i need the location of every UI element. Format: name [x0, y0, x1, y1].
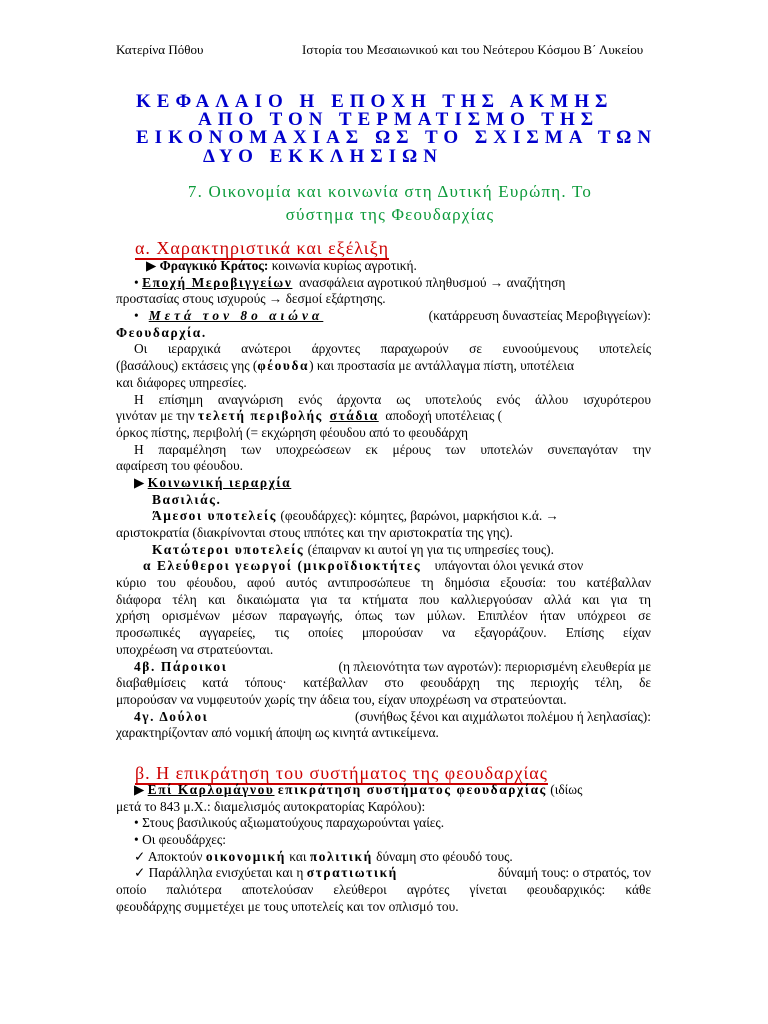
- text: (έπαιρναν κι αυτοί γη για τις υπηρεσίες τους).: [307, 541, 554, 557]
- text-line: διαβαθμίσεις κατά τόπους· κατέβαλλαν στο φεουδάρχη της περιοχής τέλη, δε: [116, 675, 651, 691]
- term: στρατιωτική: [306, 865, 398, 881]
- text: (η πλειονότητα των αγροτών): περιορισμένη ελευθερία με: [338, 658, 651, 674]
- bullet-icon: •: [134, 274, 139, 290]
- section-heading-line-2: σύστημα της Φεουδαρχίας: [285, 205, 495, 224]
- text: (ιδίως: [550, 782, 583, 797]
- term: Βασιλιάς.: [152, 491, 222, 507]
- term: Φεουδαρχία.: [116, 324, 207, 340]
- term: α Ελεύθεροι γεωργοί (μικροϊδιοκτήτες: [143, 558, 422, 574]
- text-line: [116, 849, 651, 866]
- term: Άμεσοι υποτελείς: [152, 508, 278, 524]
- term: 4β. Πάροικοι: [134, 658, 228, 674]
- text-line: [116, 659, 651, 676]
- text-line: χαρακτηρίζονταν από νομική άποψη ως κινητά αντικείμενα.: [116, 725, 439, 741]
- text: γινόταν με την: [116, 408, 195, 424]
- text-line: [116, 308, 651, 325]
- text-line: Οι ιεραρχικά ανώτεροι άρχοντες παραχωρούν σε ευνοούμενους υποτελείς: [134, 341, 651, 357]
- section-a-body: [116, 258, 651, 742]
- text-line: μετά το 843 μ.Χ.: διαμελισμός αυτοκρατορίας Καρόλου):: [116, 798, 426, 814]
- text: (φεουδάρχες): κόμητες, βαρώνοι, μαρκήσιοι κ.ά. →: [280, 508, 559, 524]
- term: οικονομική: [205, 848, 286, 864]
- term: Μετά τον 8ο αιώνα: [148, 308, 324, 324]
- text-line: [116, 815, 651, 832]
- term: τελετή περιβολής: [198, 408, 323, 424]
- text-line: [116, 782, 651, 799]
- text: δύναμή τους: ο στρατός, τον: [497, 865, 651, 881]
- text-line: Η παραμέληση των υποχρεώσεων εκ μέρους των υποτελών συνεπαγόταν την: [134, 441, 651, 457]
- text-line: [116, 475, 651, 492]
- section-heading-line-1: 7. Οικονομία και κοινωνία στη Δυτική Ευρώπη. Το: [187, 182, 593, 201]
- term: φέουδα: [257, 358, 310, 374]
- bullet-icon: •: [134, 832, 139, 848]
- chapter-title-line-3: ΕΙΚΟΝΟΜΑΧΙΑΣ ΩΣ ΤΟ ΣΧΙΣΜΑ ΤΩΝ: [136, 127, 658, 148]
- text-line: [116, 325, 651, 342]
- text-line: υποχρέωση να στρατεύονται.: [116, 641, 274, 657]
- checkmark-icon: ✓: [134, 865, 146, 881]
- text: ) και προστασία με αντάλλαγμα πίστη, υποτέλεια: [309, 358, 574, 374]
- term: Κοινωνική ιεραρχία: [147, 474, 292, 490]
- text-line: Η επίσημη αναγνώριση ενός άρχοντα ως υποτελούς ενός άλλου ισχυρότερου: [134, 391, 651, 407]
- text-line: [116, 492, 651, 509]
- text-line: [116, 865, 651, 882]
- text: Στους βασιλικούς αξιωματούχους παραχωρούνται γαίες.: [142, 815, 445, 831]
- text: Παράλληλα ενισχύεται και η: [148, 865, 304, 881]
- text-line: οποίο παλιότερα αποτελούσαν ελεύθεροι αγρότες γίνεται φεουδαρχικός: κάθε: [116, 882, 651, 898]
- text: (βασάλους) εκτάσεις γης (: [116, 358, 258, 374]
- text: (συνήθως ξένοι και αιχμάλωτοι πολέμου ή λεηλασίας):: [355, 708, 651, 724]
- chapter-title-line-2: ΑΠΟ ΤΟΝ ΤΕΡΜΑΤΙΣΜΟ ΤΗΣ: [198, 109, 600, 130]
- term: πολιτική: [309, 848, 373, 864]
- text-line: κύριο του φέουδου, αφού αυτός αντιπροσώπευε τη δημόσια εξουσία: του κατέβαλλαν: [116, 575, 651, 591]
- text-line: [116, 558, 651, 575]
- text-line: [116, 408, 651, 425]
- chapter-title-line-4: ΔΥΟ ΕΚΚΛΗΣΙΩΝ: [203, 146, 443, 167]
- checkmark-icon: ✓: [134, 848, 146, 864]
- term: στάδια: [329, 408, 379, 424]
- text: αποδοχή υποτέλειας (: [385, 408, 503, 424]
- text-line: φεουδάρχης συμμετέχει με τους υποτελείς και τον οπλισμό του.: [116, 898, 459, 914]
- text-line: [116, 258, 651, 275]
- term: Επί Καρλομάγνου: [147, 782, 275, 797]
- header-author: Κατερίνα Πόθου: [116, 42, 204, 57]
- text: υπάγονται όλοι γενικά στον: [434, 558, 584, 574]
- text-line: [116, 542, 651, 559]
- term: Εποχή Μεροβιγγείων: [142, 274, 293, 290]
- text: ανασφάλεια αγροτικού πληθυσμού → αναζήτηση: [299, 274, 566, 290]
- subsection-b-title: β. Η επικράτηση του συστήματος της φεουδαρχίας: [135, 763, 548, 783]
- text-line: προστασίας στους ισχυρούς → δεσμοί εξάρτησης.: [116, 291, 386, 307]
- arrow-marker-icon: ▶: [134, 474, 145, 490]
- text: (κατάρρευση δυναστείας Μεροβιγγείων):: [428, 308, 651, 324]
- text-line: προσωπικές αγγαρείες, τις οποίες μπορούσαν να εξαγοράζουν. Επίσης είχαν: [116, 625, 651, 641]
- text: Οι φεουδάρχες:: [142, 832, 226, 848]
- text-line: [116, 275, 651, 292]
- section-b-body: [116, 782, 651, 916]
- arrow-marker-icon: ▶: [146, 258, 157, 273]
- text-line: όρκος πίστης, περιβολή (= εκχώρηση φέουδου από το φεουδάρχη: [116, 424, 469, 440]
- chapter-title-line-1: ΚΕΦΑΛΑΙΟ Η ΕΠΟΧΗ ΤΗΣ ΑΚΜΗΣ: [136, 91, 614, 112]
- term: Κατώτεροι υποτελείς: [152, 541, 305, 557]
- text-line: [116, 832, 651, 849]
- text-line: και διάφορες υπηρεσίες.: [116, 374, 247, 390]
- text-line: [116, 709, 651, 726]
- text-line: μπορούσαν να νυμφευτούν χωρίς την άδεια του, είχαν υποχρέωση να στρατεύονται.: [116, 691, 567, 707]
- bullet-icon: •: [134, 815, 139, 831]
- text-line: αφαίρεση του φέουδου.: [116, 458, 243, 474]
- bullet-icon: •: [134, 308, 139, 324]
- header-course: Ιστορία του Μεσαιωνικού και του Νεότερου Κόσμου Β΄ Λυκείου: [302, 42, 644, 57]
- term: 4γ. Δούλοι: [134, 708, 209, 724]
- term: Φραγκικό Κράτος:: [159, 258, 269, 273]
- term: επικράτηση συστήματος φεουδαρχίας: [277, 782, 547, 797]
- text: Αποκτούν: [147, 848, 203, 864]
- text-line: [116, 508, 651, 525]
- text-line: χρήση ορισμένων μέσων παραγωγής, όπως των μύλων. Επιπλέον ήταν υπόχρεοι σε: [116, 608, 651, 624]
- text: και: [289, 848, 307, 864]
- subsection-a-title: α. Χαρακτηριστικά και εξέλιξη: [135, 238, 390, 258]
- text-line: [116, 358, 651, 375]
- text-line: αριστοκρατία (διακρίνονται στους ιππότες και την αριστοκρατία της γης).: [116, 525, 513, 540]
- text: δύναμη στο φέουδό τους.: [376, 848, 513, 864]
- arrow-marker-icon: ▶: [134, 782, 145, 797]
- text: κοινωνία κυρίως αγροτική.: [271, 258, 417, 273]
- text-line: διάφορα τέλη και δικαιώματα για τα κτήματα που καλλιεργούσαν αλλά και για τη: [116, 591, 651, 607]
